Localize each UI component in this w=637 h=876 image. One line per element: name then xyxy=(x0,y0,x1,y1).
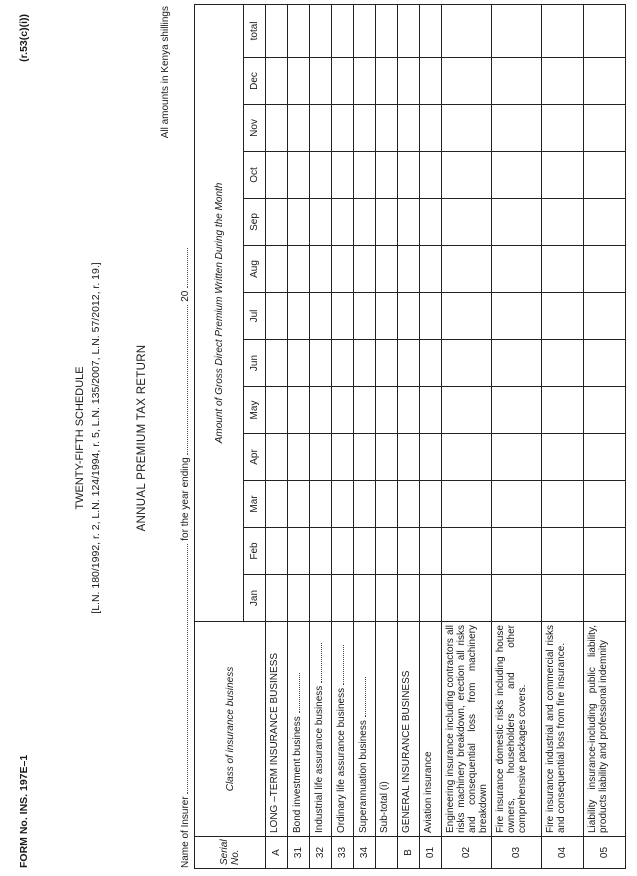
premium-cell-jun[interactable] xyxy=(542,340,584,387)
return-title: ANNUAL PREMIUM TAX RETURN xyxy=(136,344,148,532)
premium-cell-may[interactable] xyxy=(332,387,354,434)
class-label-text: Sub-total (i) xyxy=(379,781,390,833)
class-label-text: Superannuation business xyxy=(358,720,369,833)
month-header-nov: Nov xyxy=(244,105,266,152)
month-header-oct: Oct xyxy=(244,152,266,199)
premium-cell-feb[interactable] xyxy=(584,528,626,575)
row-serial: 31 xyxy=(288,837,310,869)
premium-cell-apr[interactable] xyxy=(266,434,288,481)
premium-cell-jan[interactable] xyxy=(332,575,354,622)
premium-cell-apr[interactable] xyxy=(354,434,376,481)
premium-cell-jul[interactable] xyxy=(542,293,584,340)
premium-cell-jun[interactable] xyxy=(266,340,288,387)
schedule-title: TWENTY-FIFTH SCHEDULE xyxy=(74,366,86,510)
serial-number-header: Serial No. xyxy=(195,837,266,869)
insurer-name-line xyxy=(178,248,191,868)
premium-cell-may[interactable] xyxy=(310,387,332,434)
premium-cell-sep[interactable] xyxy=(354,199,376,246)
premium-cell-mar[interactable] xyxy=(266,481,288,528)
premium-cell-oct[interactable] xyxy=(492,152,542,199)
row-class-label xyxy=(266,622,288,837)
premium-cell-dec[interactable] xyxy=(420,58,442,105)
premium-cell-total[interactable] xyxy=(442,4,492,57)
table-row xyxy=(420,4,442,868)
premium-cell-jul[interactable] xyxy=(376,293,398,340)
premium-cell-total[interactable] xyxy=(332,4,354,57)
premium-cell-oct[interactable] xyxy=(442,152,492,199)
year-ending-date-field[interactable] xyxy=(178,305,188,455)
premium-cell-oct[interactable] xyxy=(584,152,626,199)
premium-cell-oct[interactable] xyxy=(354,152,376,199)
table-header-row xyxy=(195,4,244,868)
premium-cell-nov[interactable] xyxy=(442,105,492,152)
premium-cell-dec[interactable] xyxy=(442,58,492,105)
dotted-leader xyxy=(335,645,344,685)
table-row xyxy=(288,4,310,868)
class-label-text: Fire insurance industrial and commercial risks and consequential loss from fire insurance. xyxy=(545,625,567,833)
premium-cell-jan[interactable] xyxy=(584,575,626,622)
premium-cell-mar[interactable] xyxy=(376,481,398,528)
class-of-business-header: Class of insurance business xyxy=(195,622,266,837)
premium-cell-aug[interactable] xyxy=(584,246,626,293)
row-serial: 02 xyxy=(442,837,492,869)
premium-cell-apr[interactable] xyxy=(288,434,310,481)
month-header-may: May xyxy=(244,387,266,434)
premium-cell-may[interactable] xyxy=(266,387,288,434)
premium-cell-oct[interactable] xyxy=(376,152,398,199)
premium-cell-total[interactable] xyxy=(310,4,332,57)
row-serial: 32 xyxy=(310,837,332,869)
premium-cell-jun[interactable] xyxy=(288,340,310,387)
premium-cell-may[interactable] xyxy=(584,387,626,434)
table-row xyxy=(542,4,584,868)
month-header-jan: Jan xyxy=(244,575,266,622)
month-header-aug: Aug xyxy=(244,246,266,293)
premium-cell-jun[interactable] xyxy=(376,340,398,387)
premium-cell-jan[interactable] xyxy=(442,575,492,622)
premium-cell-sep[interactable] xyxy=(492,199,542,246)
premium-cell-dec[interactable] xyxy=(542,58,584,105)
premium-cell-mar[interactable] xyxy=(420,481,442,528)
premium-cell-jan[interactable] xyxy=(288,575,310,622)
row-class-label xyxy=(442,622,492,837)
premium-cell-dec[interactable] xyxy=(492,58,542,105)
premium-cell-jul[interactable] xyxy=(332,293,354,340)
premium-cell-nov[interactable] xyxy=(288,105,310,152)
dotted-leader xyxy=(357,677,366,717)
premium-cell-aug[interactable] xyxy=(442,246,492,293)
row-class-label xyxy=(310,622,332,837)
class-label-text: LONG –TERM INSURANCE BUSINESS xyxy=(269,652,280,833)
premium-cell-sep[interactable] xyxy=(310,199,332,246)
table-row xyxy=(492,4,542,868)
premium-cell-apr[interactable] xyxy=(376,434,398,481)
premium-cell-total[interactable] xyxy=(398,4,420,57)
premium-cell-jun[interactable] xyxy=(584,340,626,387)
premium-cell-nov[interactable] xyxy=(266,105,288,152)
premium-cell-oct[interactable] xyxy=(542,152,584,199)
premium-cell-aug[interactable] xyxy=(266,246,288,293)
dotted-leader xyxy=(313,643,322,683)
premium-cell-dec[interactable] xyxy=(584,58,626,105)
year-ending-label: for the year ending xyxy=(180,457,191,541)
premium-cell-dec[interactable] xyxy=(376,58,398,105)
premium-cell-total[interactable] xyxy=(584,4,626,57)
premium-cell-jan[interactable] xyxy=(398,575,420,622)
row-class-label xyxy=(398,622,420,837)
row-class-label xyxy=(376,622,398,837)
class-label-text: Ordinary life assurance business xyxy=(336,687,347,833)
rule-reference: (r.53(c)(i)) xyxy=(18,14,30,62)
premium-cell-jan[interactable] xyxy=(420,575,442,622)
premium-cell-total[interactable] xyxy=(354,4,376,57)
row-serial: 01 xyxy=(420,837,442,869)
premium-cell-total[interactable] xyxy=(492,4,542,57)
premium-cell-nov[interactable] xyxy=(310,105,332,152)
premium-cell-jul[interactable] xyxy=(354,293,376,340)
table-row xyxy=(398,4,420,868)
premium-cell-feb[interactable] xyxy=(354,528,376,575)
row-serial: 05 xyxy=(584,837,626,869)
premium-cell-jul[interactable] xyxy=(492,293,542,340)
table-row xyxy=(442,4,492,868)
premium-cell-dec[interactable] xyxy=(310,58,332,105)
table-row xyxy=(584,4,626,868)
row-class-label xyxy=(492,622,542,837)
premium-cell-may[interactable] xyxy=(398,387,420,434)
premium-cell-nov[interactable] xyxy=(376,105,398,152)
premium-cell-dec[interactable] xyxy=(332,58,354,105)
premium-cell-jun[interactable] xyxy=(354,340,376,387)
premium-cell-may[interactable] xyxy=(492,387,542,434)
premium-cell-jul[interactable] xyxy=(420,293,442,340)
premium-cell-jan[interactable] xyxy=(492,575,542,622)
premium-cell-may[interactable] xyxy=(420,387,442,434)
premium-cell-dec[interactable] xyxy=(288,58,310,105)
row-class-label xyxy=(542,622,584,837)
premium-cell-apr[interactable] xyxy=(398,434,420,481)
row-serial: 03 xyxy=(492,837,542,869)
premium-cell-sep[interactable] xyxy=(584,199,626,246)
premium-cell-feb[interactable] xyxy=(442,528,492,575)
table-row xyxy=(376,4,398,868)
premium-cell-apr[interactable] xyxy=(332,434,354,481)
premium-cell-nov[interactable] xyxy=(542,105,584,152)
premium-cell-dec[interactable] xyxy=(354,58,376,105)
premium-cell-jun[interactable] xyxy=(398,340,420,387)
premium-cell-may[interactable] xyxy=(354,387,376,434)
premium-cell-oct[interactable] xyxy=(310,152,332,199)
table-row xyxy=(266,4,288,868)
class-label-text: Fire insurance domestic risks including house owners, householders and other comprehensive packages covers. xyxy=(495,625,528,833)
premium-cell-mar[interactable] xyxy=(332,481,354,528)
premium-cell-total[interactable] xyxy=(376,4,398,57)
month-header-total: total xyxy=(244,4,266,57)
premium-cell-aug[interactable] xyxy=(420,246,442,293)
class-label-text: Industrial life assurance business xyxy=(314,685,325,833)
premium-cell-nov[interactable] xyxy=(332,105,354,152)
amounts-currency-note: All amounts in Kenya shillings xyxy=(160,6,171,139)
premium-cell-feb[interactable] xyxy=(266,528,288,575)
premium-cell-aug[interactable] xyxy=(332,246,354,293)
premium-cell-jan[interactable] xyxy=(542,575,584,622)
premium-cell-may[interactable] xyxy=(442,387,492,434)
premium-cell-total[interactable] xyxy=(266,4,288,57)
row-class-label xyxy=(332,622,354,837)
premium-cell-jun[interactable] xyxy=(332,340,354,387)
premium-cell-may[interactable] xyxy=(376,387,398,434)
premium-cell-sep[interactable] xyxy=(266,199,288,246)
premium-cell-jan[interactable] xyxy=(354,575,376,622)
premium-cell-mar[interactable] xyxy=(398,481,420,528)
row-class-label xyxy=(584,622,626,837)
premium-cell-nov[interactable] xyxy=(354,105,376,152)
premium-cell-total[interactable] xyxy=(420,4,442,57)
table-row xyxy=(332,4,354,868)
premium-cell-jun[interactable] xyxy=(442,340,492,387)
name-of-insurer-label: Name of Insurer xyxy=(180,796,191,868)
premium-cell-aug[interactable] xyxy=(398,246,420,293)
premium-cell-nov[interactable] xyxy=(492,105,542,152)
insurer-name-field[interactable] xyxy=(178,544,188,794)
row-class-label xyxy=(288,622,310,837)
premium-cell-oct[interactable] xyxy=(398,152,420,199)
premium-cell-sep[interactable] xyxy=(398,199,420,246)
premium-cell-aug[interactable] xyxy=(288,246,310,293)
row-serial xyxy=(376,837,398,869)
premium-cell-mar[interactable] xyxy=(492,481,542,528)
class-label-text: GENERAL INSURANCE BUSINESS xyxy=(401,670,412,833)
premium-cell-may[interactable] xyxy=(542,387,584,434)
premium-cell-mar[interactable] xyxy=(442,481,492,528)
premium-cell-aug[interactable] xyxy=(542,246,584,293)
premium-cell-apr[interactable] xyxy=(442,434,492,481)
row-class-label xyxy=(420,622,442,837)
premium-cell-jan[interactable] xyxy=(266,575,288,622)
premium-cell-mar[interactable] xyxy=(584,481,626,528)
month-header-apr: Apr xyxy=(244,434,266,481)
premium-cell-nov[interactable] xyxy=(584,105,626,152)
premium-cell-jul[interactable] xyxy=(584,293,626,340)
class-label-text: Bond investment business xyxy=(292,716,303,833)
premium-cell-apr[interactable] xyxy=(420,434,442,481)
premium-cell-jan[interactable] xyxy=(310,575,332,622)
premium-cell-feb[interactable] xyxy=(542,528,584,575)
row-serial: 34 xyxy=(354,837,376,869)
class-label-text: Liability insurance-including public liability, products liability and professional indemnity xyxy=(587,625,609,833)
premium-cell-total[interactable] xyxy=(542,4,584,57)
table-row xyxy=(354,4,376,868)
premium-cell-oct[interactable] xyxy=(288,152,310,199)
premium-cell-mar[interactable] xyxy=(542,481,584,528)
premium-cell-jul[interactable] xyxy=(288,293,310,340)
premium-cell-sep[interactable] xyxy=(542,199,584,246)
premium-cell-aug[interactable] xyxy=(492,246,542,293)
premium-cell-apr[interactable] xyxy=(584,434,626,481)
form-number: FORM No. INS. 197E–1 xyxy=(18,754,30,868)
row-serial: B xyxy=(398,837,420,869)
premium-return-table xyxy=(194,4,626,869)
premium-cell-oct[interactable] xyxy=(332,152,354,199)
premium-cell-feb[interactable] xyxy=(492,528,542,575)
premium-cell-nov[interactable] xyxy=(398,105,420,152)
gross-premium-header: Amount of Gross Direct Premium Written During the Month xyxy=(195,4,244,621)
premium-cell-may[interactable] xyxy=(288,387,310,434)
premium-cell-sep[interactable] xyxy=(420,199,442,246)
premium-cell-total[interactable] xyxy=(288,4,310,57)
premium-cell-dec[interactable] xyxy=(266,58,288,105)
row-serial: 33 xyxy=(332,837,354,869)
premium-cell-feb[interactable] xyxy=(420,528,442,575)
schedule-legal-references: [L.N. 180/1992, r. 2, L.N. 124/1994, r. 5, L.N. 135/2007, L.N. 57/2012, r. 19.] xyxy=(90,262,102,614)
premium-cell-jul[interactable] xyxy=(266,293,288,340)
table-body xyxy=(266,4,626,868)
premium-cell-oct[interactable] xyxy=(420,152,442,199)
dotted-leader xyxy=(291,673,300,713)
row-serial: A xyxy=(266,837,288,869)
premium-cell-jan[interactable] xyxy=(376,575,398,622)
month-header-dec: Dec xyxy=(244,58,266,105)
premium-cell-apr[interactable] xyxy=(310,434,332,481)
premium-cell-feb[interactable] xyxy=(376,528,398,575)
year-prefix: 20 xyxy=(180,290,191,302)
premium-cell-oct[interactable] xyxy=(266,152,288,199)
premium-cell-apr[interactable] xyxy=(542,434,584,481)
class-label-text: Engineering insurance including contractors all risks machinery breakdown, erection all risks and consequential loss from machinery breakdown xyxy=(445,625,489,833)
premium-cell-feb[interactable] xyxy=(398,528,420,575)
premium-cell-dec[interactable] xyxy=(398,58,420,105)
month-header-sep: Sep xyxy=(244,199,266,246)
premium-cell-aug[interactable] xyxy=(310,246,332,293)
premium-cell-aug[interactable] xyxy=(376,246,398,293)
premium-cell-apr[interactable] xyxy=(492,434,542,481)
month-header-mar: Mar xyxy=(244,481,266,528)
premium-cell-jun[interactable] xyxy=(492,340,542,387)
premium-cell-jun[interactable] xyxy=(420,340,442,387)
month-header-jun: Jun xyxy=(244,340,266,387)
premium-cell-jul[interactable] xyxy=(398,293,420,340)
month-header-jul: Jul xyxy=(244,293,266,340)
month-header-feb: Feb xyxy=(244,528,266,575)
premium-cell-jul[interactable] xyxy=(310,293,332,340)
premium-cell-sep[interactable] xyxy=(288,199,310,246)
premium-cell-mar[interactable] xyxy=(288,481,310,528)
premium-cell-mar[interactable] xyxy=(310,481,332,528)
row-serial: 04 xyxy=(542,837,584,869)
premium-cell-jul[interactable] xyxy=(442,293,492,340)
year-suffix-field[interactable] xyxy=(178,248,188,288)
premium-cell-nov[interactable] xyxy=(420,105,442,152)
premium-cell-mar[interactable] xyxy=(354,481,376,528)
premium-cell-feb[interactable] xyxy=(310,528,332,575)
premium-cell-feb[interactable] xyxy=(332,528,354,575)
premium-cell-jun[interactable] xyxy=(310,340,332,387)
premium-cell-sep[interactable] xyxy=(332,199,354,246)
premium-cell-sep[interactable] xyxy=(376,199,398,246)
row-class-label xyxy=(354,622,376,837)
table-row xyxy=(310,4,332,868)
class-label-text: Aviation insurance xyxy=(423,751,434,833)
premium-cell-sep[interactable] xyxy=(442,199,492,246)
premium-cell-feb[interactable] xyxy=(288,528,310,575)
premium-cell-aug[interactable] xyxy=(354,246,376,293)
